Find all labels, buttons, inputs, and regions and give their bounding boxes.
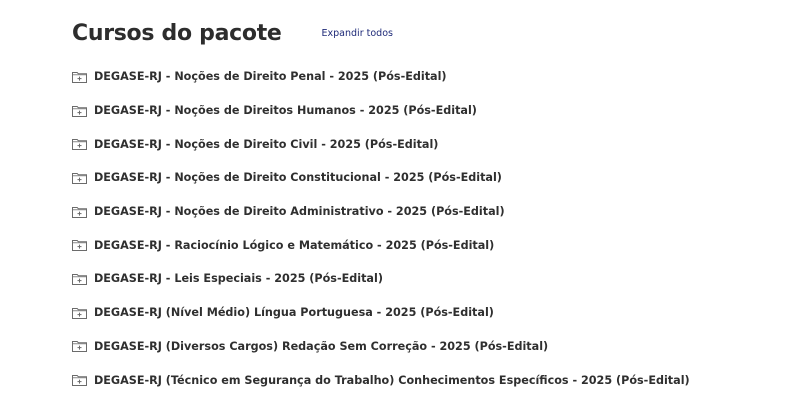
folder-plus-icon [72,71,87,83]
course-label: DEGASE-RJ - Noções de Direito Administrativo - 2025 (Pós-Edital) [94,205,505,219]
course-item[interactable] [72,127,690,161]
course-item[interactable] [72,330,690,364]
folder-plus-icon [72,340,87,352]
course-label: DEGASE-RJ - Noções de Direito Civil - 2025 (Pós-Edital) [94,137,439,151]
folder-plus-icon [72,138,87,150]
course-label: DEGASE-RJ (Técnico em Segurança do Trabalho) Conhecimentos Específicos - 2025 (Pós-Edital) [94,373,690,387]
course-item[interactable] [72,296,690,330]
folder-plus-icon [72,172,87,184]
course-item[interactable] [72,94,690,128]
course-label: DEGASE-RJ - Noções de Direito Penal - 2025 (Pós-Edital) [94,70,447,84]
section-header [72,18,393,50]
section-title: Cursos do pacote [72,21,282,46]
folder-plus-icon [72,206,87,218]
folder-plus-icon [72,239,87,251]
course-item[interactable] [72,363,690,397]
course-label: DEGASE-RJ - Leis Especiais - 2025 (Pós-Edital) [94,272,383,286]
folder-plus-icon [72,105,87,117]
course-item[interactable] [72,228,690,262]
course-item[interactable] [72,60,690,94]
course-label: DEGASE-RJ - Noções de Direitos Humanos - 2025 (Pós-Edital) [94,104,477,118]
course-item[interactable] [72,195,690,229]
course-item[interactable] [72,262,690,296]
expand-all-link[interactable]: Expandir todos [321,28,393,39]
course-item[interactable] [72,161,690,195]
course-label: DEGASE-RJ (Nível Médio) Língua Portuguesa - 2025 (Pós-Edital) [94,306,494,320]
course-list [72,60,690,397]
course-label: DEGASE-RJ - Raciocínio Lógico e Matemático - 2025 (Pós-Edital) [94,238,495,252]
course-label: DEGASE-RJ (Diversos Cargos) Redação Sem Correção - 2025 (Pós-Edital) [94,339,549,353]
folder-plus-icon [72,374,87,386]
folder-plus-icon [72,273,87,285]
course-label: DEGASE-RJ - Noções de Direito Constitucional - 2025 (Pós-Edital) [94,171,502,185]
folder-plus-icon [72,307,87,319]
